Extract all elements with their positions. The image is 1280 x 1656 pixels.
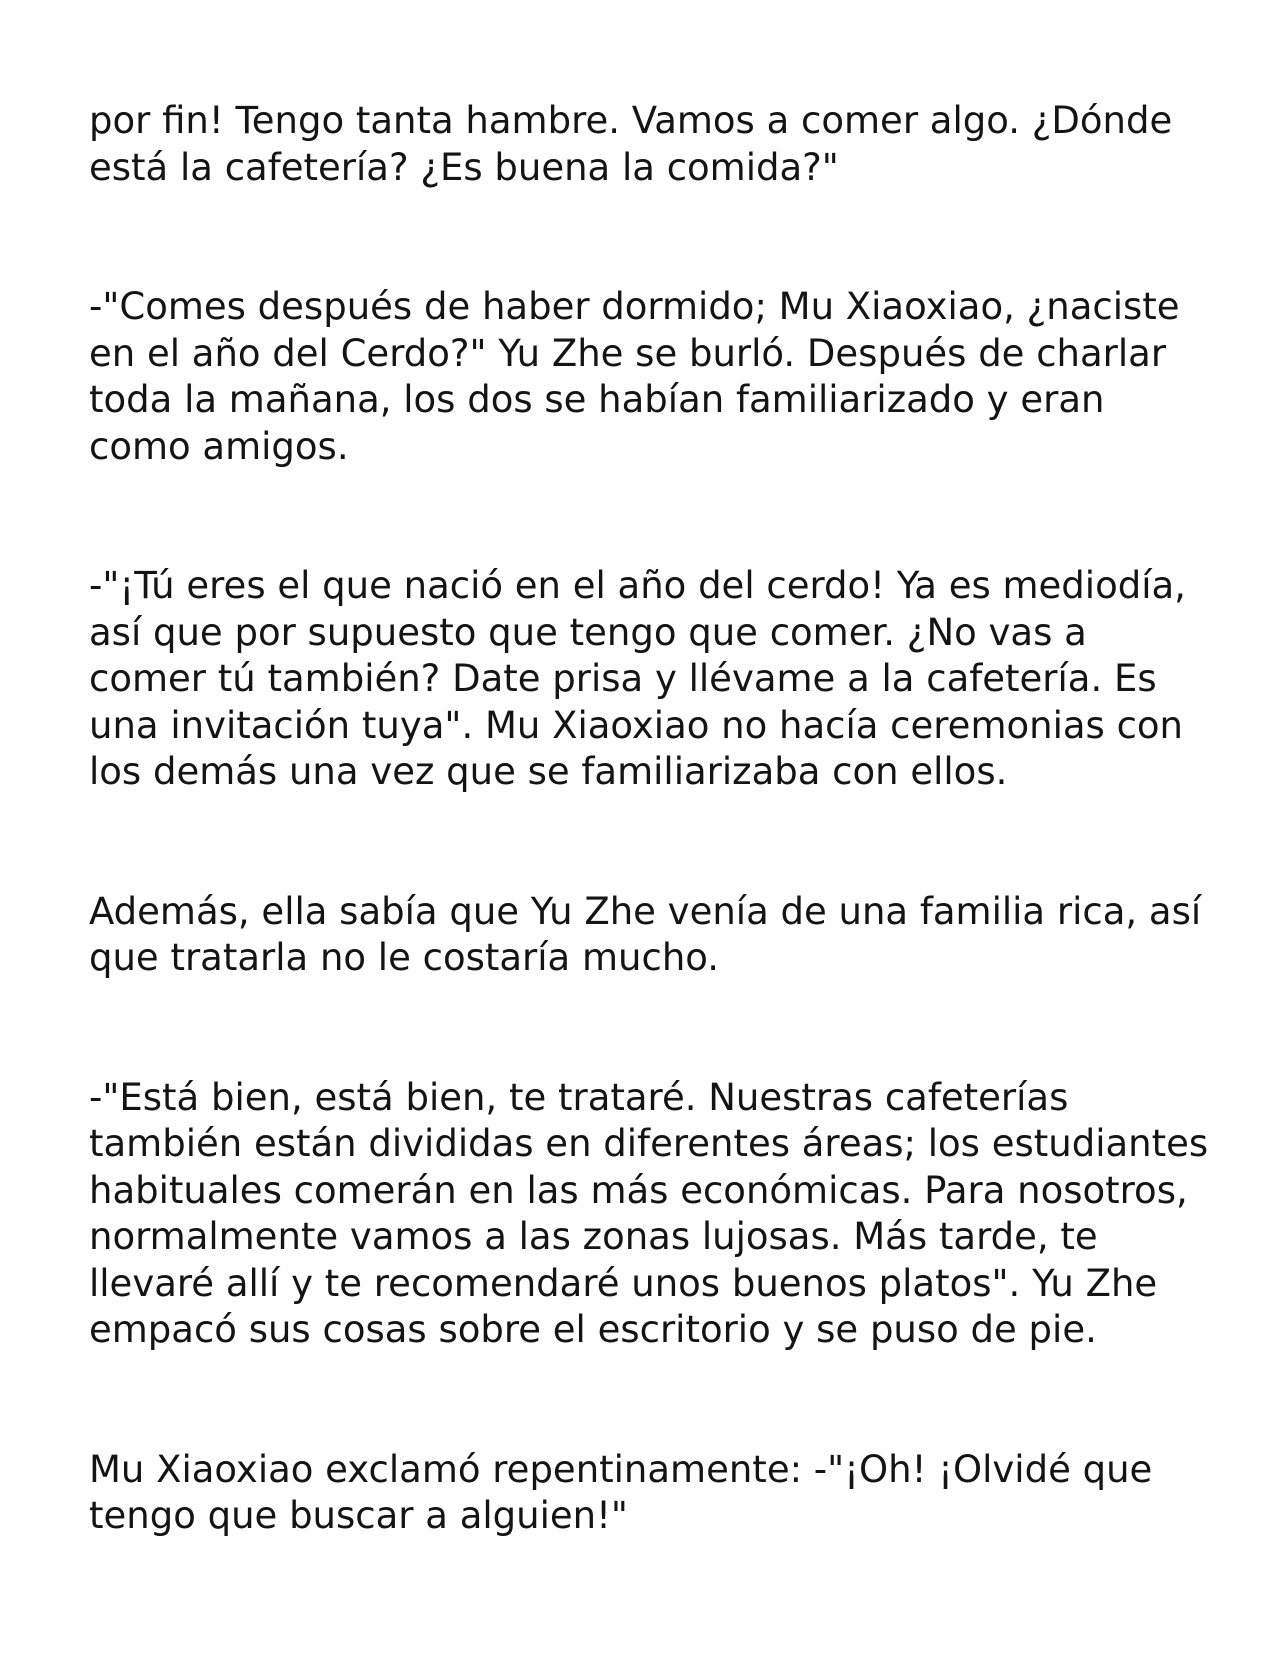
paragraph-2: -"Comes después de haber dormido; Mu Xiaoxiao, ¿naciste en el año del Cerdo?" Yu Zhe se burló. Después de charlar toda la mañana, los dos se habían familiarizado y eran como amigos.: [89, 285, 1180, 468]
paragraph-3: -"¡Tú eres el que nació en el año del cerdo! Ya es mediodía, así que por supuesto que tengo que comer. ¿No vas a comer tú también? Date prisa y llévame a la cafetería. Es una invitación tuya". Mu Xiaoxiao no hacía ceremonias con los demás una vez que se familiarizaba con ellos.: [89, 564, 1186, 793]
paragraph-6: Mu Xiaoxiao exclamó repentinamente: -"¡Oh! ¡Olvidé que tengo que buscar a alguien!": [89, 1447, 1153, 1537]
paragraph-5: -"Está bien, está bien, te trataré. Nuestras cafeterías también están divididas en diferentes áreas; los estudiantes habituales comerán en las más económicas. Para nosotros, normalmente vamos a las zonas lujosas. Más tarde, te llevaré allí y te recomendaré unos buenos platos". Yu Zhe empacó sus cosas sobre el escritorio y se puso de pie.: [89, 1075, 1209, 1351]
story-text: [89, 98, 1209, 1540]
paragraph-1: por fin! Tengo tanta hambre. Vamos a comer algo. ¿Dónde está la cafetería? ¿Es buena la comida?": [89, 99, 1173, 189]
paragraph-4: Además, ella sabía que Yu Zhe venía de una familia rica, así que tratarla no le costaría mucho.: [89, 889, 1202, 979]
